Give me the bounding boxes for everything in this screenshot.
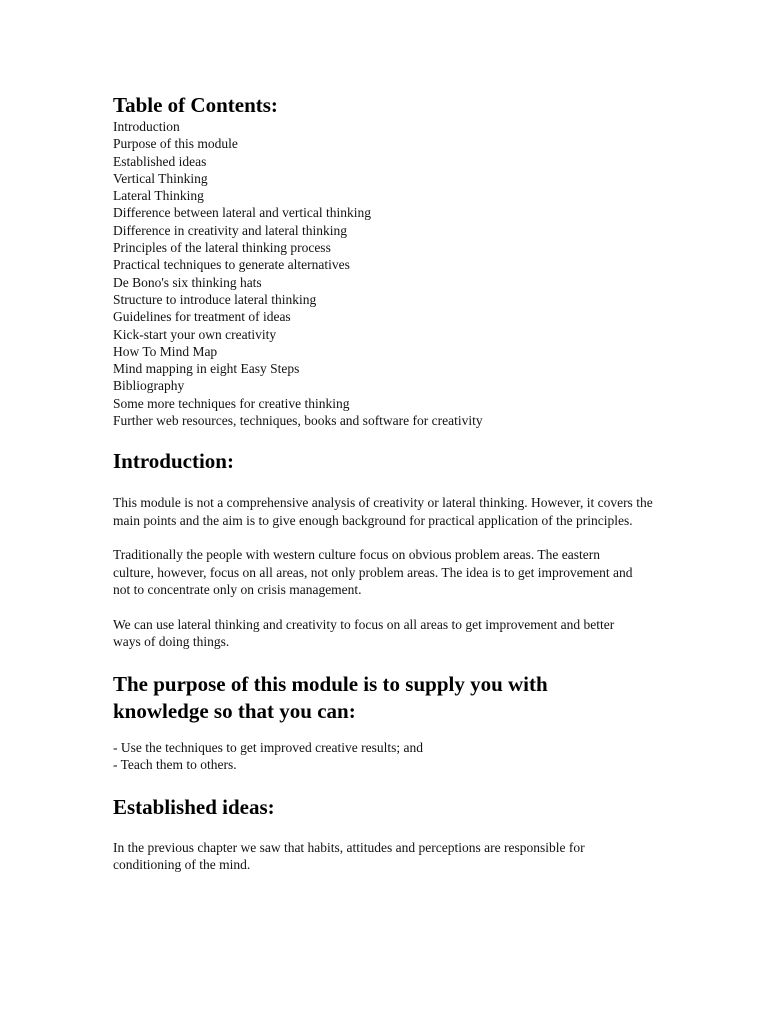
toc-item[interactable]: De Bono's six thinking hats [113, 274, 262, 290]
toc-item[interactable]: Purpose of this module [113, 136, 238, 152]
toc-item[interactable]: How To Mind Map [113, 343, 218, 359]
toc-item[interactable]: Difference in creativity and lateral thinking [113, 222, 348, 238]
introduction-paragraph: Traditionally the people with western culture focus on obvious problem areas. The eastern culture, however, focus on all areas, not only problem areas. The idea is to get improvement and not to concentrate only on crisis management. [113, 547, 633, 598]
toc-item[interactable]: Introduction [113, 119, 180, 134]
toc-list [113, 118, 673, 429]
document-page [113, 92, 673, 874]
toc-item[interactable]: Some more techniques for creative thinking [113, 395, 350, 411]
toc-item[interactable]: Structure to introduce lateral thinking [113, 291, 317, 307]
established-ideas-heading: Established ideas: [113, 794, 275, 819]
toc-title: Table of Contents: [113, 93, 278, 117]
toc-item[interactable]: Difference between lateral and vertical thinking [113, 205, 372, 221]
toc-item[interactable]: Principles of the lateral thinking process [113, 240, 331, 256]
toc-item[interactable]: Vertical Thinking [113, 170, 208, 186]
toc-item[interactable]: Further web resources, techniques, books and software for creativity [113, 413, 483, 429]
introduction-paragraph: This module is not a comprehensive analysis of creativity or lateral thinking. However, it covers the main points and the aim is to give enough background for practical application of the principles. [113, 495, 653, 528]
introduction-paragraph: We can use lateral thinking and creativity to focus on all areas to get improvement and better ways of doing things. [113, 616, 615, 650]
purpose-list [113, 739, 673, 774]
purpose-list-item: - Teach them to others. [113, 757, 237, 773]
introduction-heading: Introduction: [113, 449, 234, 474]
toc-item[interactable]: Lateral Thinking [113, 188, 204, 204]
toc-item[interactable]: Guidelines for treatment of ideas [113, 309, 291, 325]
toc-item[interactable]: Established ideas [113, 153, 207, 169]
toc-item[interactable]: Mind mapping in eight Easy Steps [113, 361, 300, 377]
purpose-list-item: - Use the techniques to get improved creative results; and [113, 739, 424, 755]
established-ideas-paragraph: In the previous chapter we saw that habits, attitudes and perceptions are responsible for conditioning of the mind. [113, 839, 585, 873]
purpose-heading: The purpose of this module is to supply you with knowledge so that you can: [113, 671, 548, 723]
toc-item[interactable]: Kick-start your own creativity [113, 326, 277, 342]
toc-item[interactable]: Practical techniques to generate alternatives [113, 257, 350, 273]
toc-item[interactable]: Bibliography [113, 378, 185, 394]
